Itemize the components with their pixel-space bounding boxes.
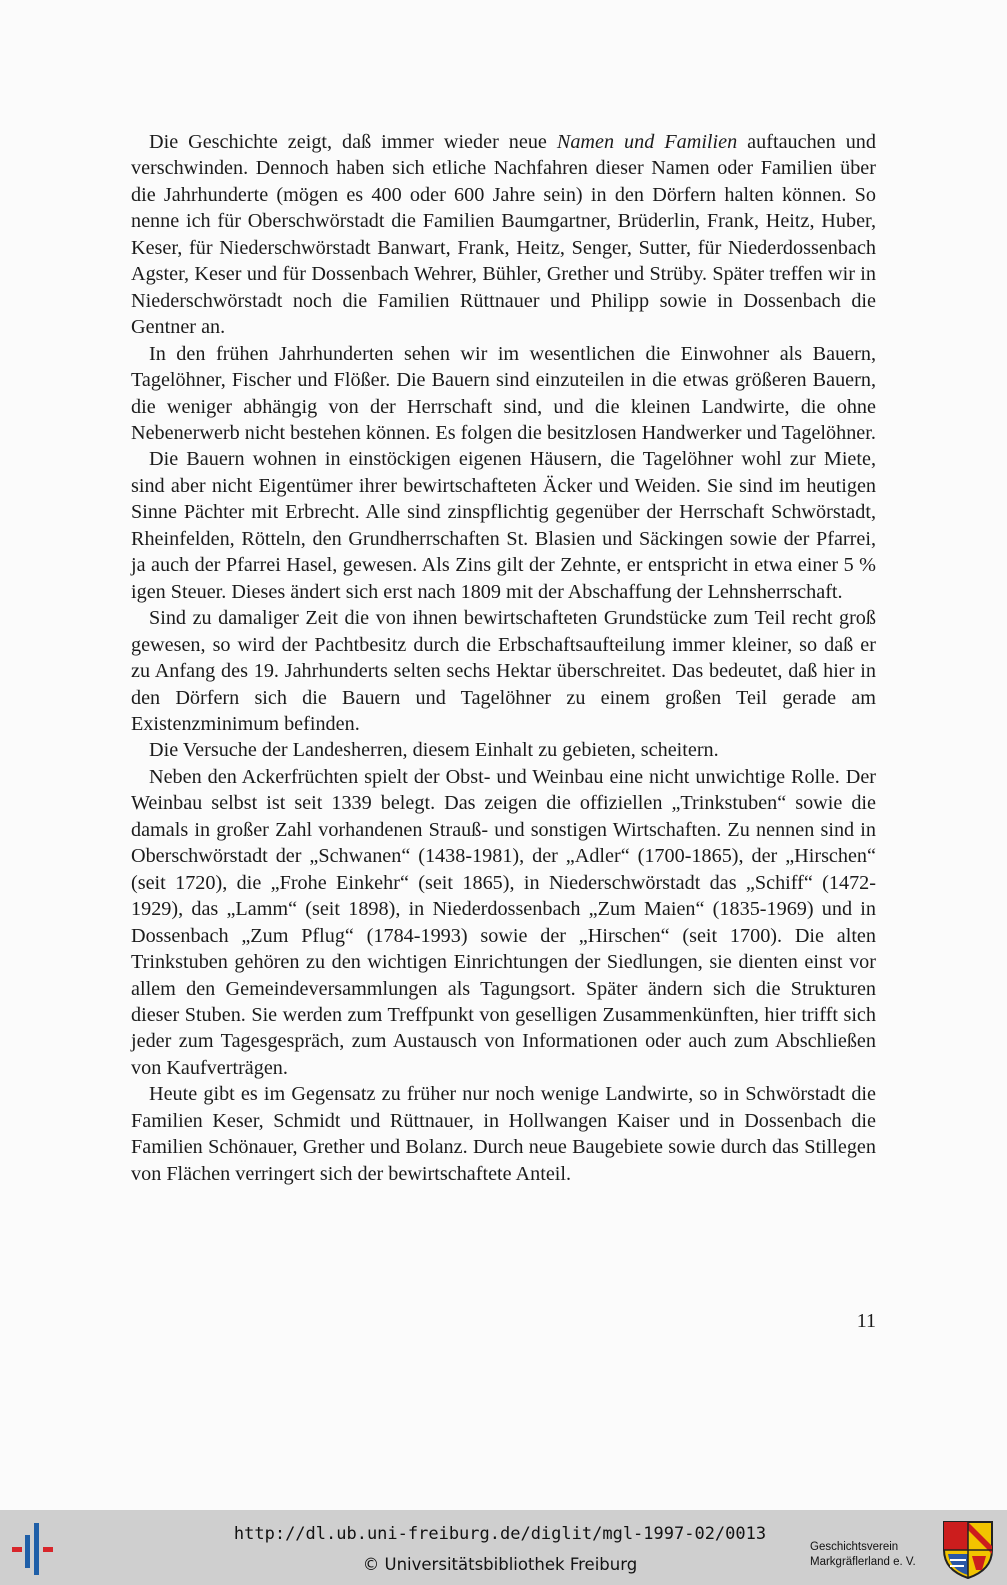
society-name-line2: Markgräflerland e. V. xyxy=(810,1556,916,1568)
society-name-line1: Geschichtsverein xyxy=(810,1541,899,1553)
markgraeflerland-crest-icon[interactable] xyxy=(942,1520,994,1580)
copyright-notice: © Universitätsbibliothek Freiburg xyxy=(362,1555,638,1574)
text-run: Neben den Ackerfrüchten spielt der Obst- und Weinbau eine nicht unwichtige Rolle. Der Weinbau selbst ist seit 1339 belegt. Das zeigen die offiziellen „Trinkstuben“ sowie die damals in großer Zahl vorhandenen Strauß- und sonstigen Wirtschaften. Zu nennen sind in Oberschwörstadt der „Schwanen“ (1438-1981), der „Adler“ (1700-1865), der „Hirschen“ (seit 1720), die „Frohe Einkehr“ (seit 1865), in Niederschwörstadt das „Schiff“ (1472-1929), das „Lamm“ (seit 1898), in Niederdossenbach „Zum Maien“ (1835-1969) und in Dossenbach „Zum Pflug“ (1784-1993) sowie der „Hirschen“ (seit 1700). Die alten Trinkstuben gehören zu den wichtigen Einrichtungen der Siedlungen, sie dienten einst vor allem den Gemeindeversammlungen als Tagungsort. Später ändern sich die Strukturen dieser Stuben. Sie werden zum Treffpunkt von geselligen Zusammenkünften, hier trifft sich jeder zum Tagesgespräch, zum Austausch von Informationen oder auch zum Abschließen von Kaufverträgen. xyxy=(131,765,876,1079)
paragraph xyxy=(131,605,876,737)
paragraph xyxy=(131,341,876,447)
paragraph xyxy=(131,1081,876,1187)
paragraph xyxy=(131,737,876,763)
text-run: Die Bauern wohnen in einstöckigen eigenen Häusern, die Tagelöhner wohl zur Miete, sind aber nicht Eigentümer ihrer bewirtschafteten Äcker und Weiden. Sie sind im heutigen Sinne Pächter mit Erbrecht. Alle sind zinspflichtig gegenüber der Herrschaft Schwörstadt, Rheinfelden, Rötteln, den Grundherrschaften St. Blasien und Säckingen sowie der Pfarrei, ja auch der Pfarrei Hasel, gewesen. Als Zins gilt der Zehnte, er entspricht in etwa einer 5 % igen Steuer. Dieses ändert sich erst nach 1809 mit der Abschaffung der Lehnsherrschaft. xyxy=(131,448,876,603)
text-run: Sind zu damaliger Zeit die von ihnen bewirtschafteten Grundstücke zum Teil recht groß gewesen, so wird der Pachtbesitz durch die Erbschaftsaufteilung immer kleiner, so daß er zu Anfang des 19. Jahrhunderts selten sechs Hektar überschreitet. Das bedeutet, daß hier in den Dörfern sich die Bauern und Tagelöhner zu einem großen Teil gerade am Existenzminimum befinden. xyxy=(131,607,876,735)
society-name xyxy=(810,1540,934,1570)
viewer-footer xyxy=(0,1510,1007,1585)
body-text xyxy=(131,129,876,1187)
text-run: In den frühen Jahrhunderten sehen wir im wesentlichen die Einwohner als Bauern, Tagelöhner, Fischer und Flößer. Die Bauern sind einzuteilen in die etwas größeren Bauern, die weniger abhängig von der Herrschaft sind, und die kleinen Landwirte, die ohne Nebenerwerb nicht bestehen können. Es folgen die besitzlosen Handwerker und Tagelöhner. xyxy=(131,342,876,444)
page-number: 11 xyxy=(856,1310,876,1332)
permalink-url[interactable]: http://dl.ub.uni-freiburg.de/diglit/mgl-1997-02/0013 xyxy=(233,1524,767,1544)
ub-freiburg-logo-icon[interactable] xyxy=(8,1522,64,1578)
text-run: Die Geschichte zeigt, daß immer wieder neue xyxy=(149,131,557,153)
paragraph xyxy=(131,764,876,1081)
text-run: Heute gibt es im Gegensatz zu früher nur noch wenige Landwirte, so in Schwörstadt die Familien Keser, Schmidt und Rüttnauer, in Hollwangen Kaiser und in Dossenbach die Familien Schönauer, Grether und Bolanz. Durch neue Baugebiete sowie durch das Stillegen von Flächen verringert sich der bewirtschaftete Anteil. xyxy=(131,1083,876,1185)
emphasis-text: Namen und Familien xyxy=(556,131,738,153)
paragraph xyxy=(131,446,876,605)
paragraph xyxy=(131,129,876,341)
text-run: auftauchen und verschwinden. Dennoch haben sich etliche Nachfahren dieser Namen oder Familien über die Jahrhunderte (mögen es 400 oder 600 Jahre sein) in den Dörfern halten können. So nenne ich für Oberschwörstadt die Familien Baumgartner, Brüderlin, Frank, Heitz, Huber, Keser, für Niederschwörstadt Banwart, Frank, Heitz, Senger, Sutter, für Niederdossenbach Agster, Keser und für Dossenbach Wehrer, Bühler, Grether und Strüby. Später treffen wir in Niederschwörstadt noch die Familien Rüttnauer und Philipp sowie in Dossenbach die Gentner an. xyxy=(131,131,876,339)
text-run: Die Versuche der Landesherren, diesem Einhalt zu gebieten, scheitern. xyxy=(149,739,719,762)
